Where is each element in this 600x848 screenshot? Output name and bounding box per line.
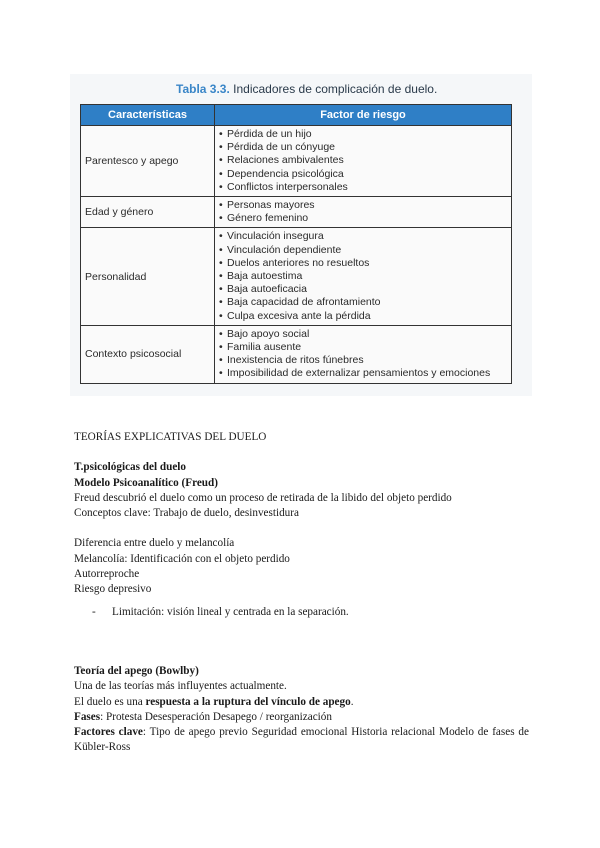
attachment-line-2-pre: El duelo es una xyxy=(74,695,146,708)
risk-table xyxy=(80,104,512,384)
table-row xyxy=(81,197,512,228)
phases-text: : Protesta Desesperación Desapego / reorganización xyxy=(100,710,332,723)
attachment-line-2-bold: respuesta a la ruptura del vínculo de apego xyxy=(145,695,351,708)
factor-item: • Género femenino xyxy=(219,212,507,225)
factor-item: • Conflictos interpersonales xyxy=(219,181,507,194)
attachment-title: Teoría del apego (Bowlby) xyxy=(74,665,199,677)
autorreproche-line: Autorreproche xyxy=(74,568,140,581)
header-risk-factor: Factor de riesgo xyxy=(215,105,512,126)
model-title: Modelo Psicoanalítico (Freud) xyxy=(74,476,218,489)
table-row xyxy=(81,126,512,197)
factor-item: • Imposibilidad de externalizar pensamientos y emociones xyxy=(219,367,507,380)
difference-line: Diferencia entre duelo y melancolía xyxy=(74,537,235,550)
key-factors-label: Factores clave xyxy=(74,726,143,739)
concepts-line: Conceptos clave: Trabajo de duelo, desinvestidura xyxy=(74,507,299,520)
risk-table-body xyxy=(81,126,512,384)
factor-list xyxy=(219,328,507,381)
freud-line: Freud descubrió el duelo como un proceso de retirada de la libido del objeto perdido xyxy=(74,491,452,504)
factor-item: • Dependencia psicológica xyxy=(219,168,507,181)
table-caption xyxy=(176,82,522,96)
attachment-line-2-post: . xyxy=(350,695,354,708)
row-factors xyxy=(215,126,512,197)
document-body xyxy=(74,430,529,620)
factor-list xyxy=(219,230,507,322)
row-category: Edad y género xyxy=(81,197,215,228)
attachment-section xyxy=(74,664,529,756)
factor-item: • Familia ausente xyxy=(219,341,507,354)
limitation-text: Limitación: visión lineal y centrada en la separación. xyxy=(112,605,349,618)
row-factors xyxy=(215,197,512,228)
melancolia-line: Melancolía: Identificación con el objeto perdido xyxy=(74,552,290,565)
section-heading: TEORÍAS EXPLICATIVAS DEL DUELO xyxy=(74,431,267,443)
factor-list xyxy=(219,128,507,194)
row-factors xyxy=(215,228,512,325)
factor-item: • Pérdida de un cónyuge xyxy=(219,141,507,154)
phases-label: Fases xyxy=(74,710,101,723)
factor-item: • Culpa excesiva ante la pérdida xyxy=(219,310,507,323)
factor-item: • Bajo apoyo social xyxy=(219,328,507,341)
factor-item: • Inexistencia de ritos fúnebres xyxy=(219,354,507,367)
factor-item: • Baja autoeficacia xyxy=(219,283,507,296)
factor-item: • Personas mayores xyxy=(219,199,507,212)
attachment-line-2 xyxy=(74,695,529,710)
row-category: Parentesco y apego xyxy=(81,126,215,197)
table-caption-number: Tabla 3.3. xyxy=(176,82,230,96)
factor-item: • Vinculación dependiente xyxy=(219,244,507,257)
factor-item: • Baja capacidad de afrontamiento xyxy=(219,296,507,309)
factor-item: • Relaciones ambivalentes xyxy=(219,154,507,167)
table-row xyxy=(81,325,512,383)
table-caption-text: Indicadores de complicación de duelo. xyxy=(233,82,438,96)
row-factors xyxy=(215,325,512,383)
factor-list xyxy=(219,199,507,225)
key-factors-text: : Tipo de apego previo Seguridad emocional Historia relacional Modelo de fases de Kübler-Ross xyxy=(74,726,529,754)
row-category: Contexto psicosocial xyxy=(81,325,215,383)
factor-item: • Pérdida de un hijo xyxy=(219,128,507,141)
attachment-line-1: Una de las teorías más influyentes actualmente. xyxy=(74,680,287,693)
header-characteristics: Características xyxy=(81,105,215,126)
phases-line xyxy=(74,710,529,725)
row-category: Personalidad xyxy=(81,228,215,325)
dash-marker: - xyxy=(92,605,96,618)
key-factors-line xyxy=(74,725,529,756)
psych-title: T.psicológicas del duelo xyxy=(74,461,186,474)
risk-table-figure xyxy=(70,74,532,396)
riesgo-line: Riesgo depresivo xyxy=(74,583,152,596)
limitation-item xyxy=(74,605,529,620)
table-row xyxy=(81,228,512,325)
factor-item: • Baja autoestima xyxy=(219,270,507,283)
factor-item: • Vinculación insegura xyxy=(219,230,507,243)
factor-item: • Duelos anteriores no resueltos xyxy=(219,257,507,270)
